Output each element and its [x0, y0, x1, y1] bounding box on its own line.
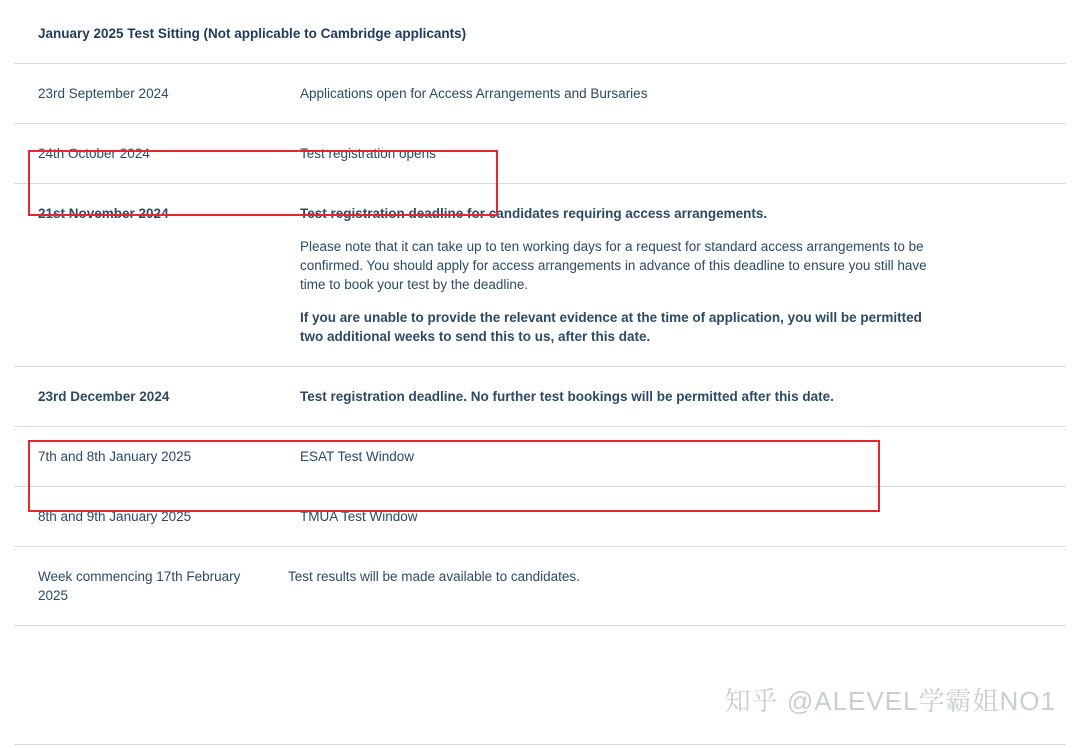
bottom-divider: [14, 744, 1066, 745]
row-date: 21st November 2024: [38, 206, 169, 221]
row-paragraph: Applications open for Access Arrangements and Bursaries: [300, 86, 648, 101]
row-description: [276, 427, 1066, 486]
row-date: 23rd December 2024: [38, 389, 170, 404]
table-row: [14, 367, 1066, 427]
table-row: [14, 547, 1066, 626]
row-paragraph: Test results will be made available to candidates.: [288, 569, 580, 584]
row-date: 8th and 9th January 2025: [38, 509, 192, 524]
table-row: [14, 184, 1066, 367]
row-paragraph: TMUA Test Window: [300, 509, 418, 524]
row-description: [276, 124, 1066, 183]
row-paragraph: ESAT Test Window: [300, 449, 415, 464]
table-row: [14, 427, 1066, 487]
row-date: 24th October 2024: [38, 146, 150, 161]
table-title: January 2025 Test Sitting (Not applicable to Cambridge applicants): [14, 0, 1066, 64]
row-description: [276, 487, 1066, 546]
row-date: 23rd September 2024: [38, 86, 169, 101]
row-paragraph: Test registration deadline for candidates requiring access arrangements.: [300, 206, 768, 221]
row-date: Week commencing 17th February 2025: [38, 569, 241, 603]
row-paragraph: If you are unable to provide the relevant evidence at the time of application, you will be permitted two additional weeks to send this to us, after this date.: [300, 310, 922, 344]
row-description: [276, 64, 1066, 123]
watermark: 知乎 @ALEVEL学霸姐NO1: [724, 686, 1056, 716]
row-paragraph: Test registration opens: [300, 146, 436, 161]
table-row: [14, 124, 1066, 184]
row-paragraph: Test registration deadline. No further test bookings will be permitted after this date.: [300, 389, 834, 404]
row-paragraph: Please note that it can take up to ten working days for a request for standard access arrangements to be confirmed. You should apply for access arrangements in advance of this deadline to ensure you still have time to book your test by the deadline.: [300, 239, 927, 292]
row-description: [276, 367, 1066, 426]
test-sitting-table: [14, 0, 1066, 626]
table-row: [14, 64, 1066, 124]
row-date: 7th and 8th January 2025: [38, 449, 192, 464]
row-description: [276, 184, 1066, 366]
table-row: [14, 487, 1066, 547]
row-description: [264, 547, 1066, 625]
